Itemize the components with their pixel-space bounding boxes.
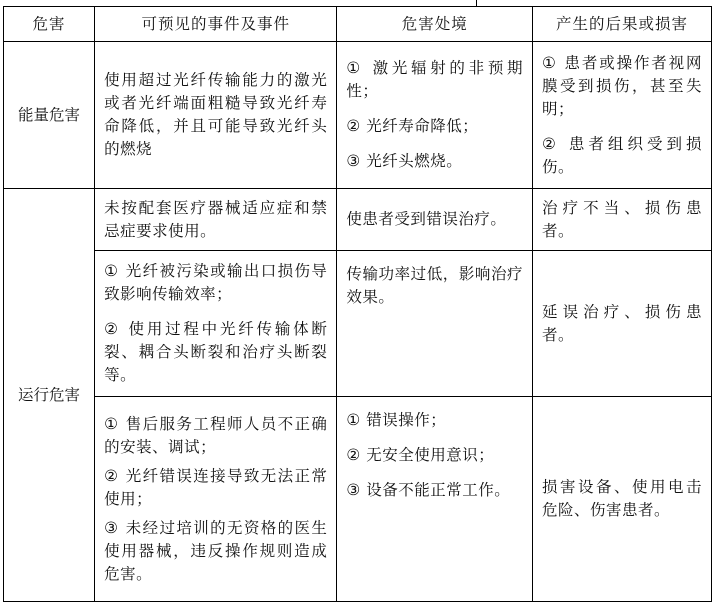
header-hazard: 危害 [4, 7, 95, 42]
consequence-text: 延误治疗、损伤患者。 [542, 302, 702, 344]
situation-text: ② 光纤寿命降低； [346, 117, 479, 135]
consequence-cell [533, 251, 712, 397]
header-event: 可预见的事件及事件 [95, 7, 337, 42]
event-cell [95, 189, 337, 251]
event-text: ② 使用过程中光纤传输体断裂、耦合头断裂和治疗头断裂等。 [104, 320, 328, 384]
situation-cell [337, 42, 533, 189]
consequence-cell [533, 42, 712, 189]
event-text: ① 售后服务工程师人员不正确的安装、调试； [104, 414, 328, 456]
situation-text: ① 激光辐射的非预期性； [346, 59, 524, 100]
event-cell [95, 251, 337, 397]
event-text: ② 光纤错误连接导致无法正常使用； [104, 466, 328, 508]
consequence-cell [533, 189, 712, 251]
header-consequence: 产生的后果或损害 [533, 7, 712, 42]
event-text: 使用超过光纤传输能力的激光或者光纤端面粗糙导致光纤寿命降低，并且可能导致光纤头的燃烧 [104, 71, 328, 158]
event-text: ① 光纤被污染或输出口损伤导致影响传输效率； [104, 262, 328, 303]
consequence-text: 治疗不当、损伤患者。 [542, 198, 702, 240]
header-row [4, 7, 712, 42]
situation-text: ③ 光纤头燃烧。 [346, 152, 463, 170]
consequence-cell [533, 397, 712, 602]
consequence-text: ① 患者或操作者视网膜受到损伤，甚至失明； [542, 53, 702, 118]
hazard-analysis-table [3, 6, 712, 602]
table-row [4, 189, 712, 251]
event-cell [95, 42, 337, 189]
category-operation: 运行危害 [4, 189, 95, 602]
event-text: ③ 未经过培训的无资格的医生使用器械，违反操作规则造成危害。 [104, 518, 328, 583]
consequence-text: 损害设备、使用电击危险、伤害患者。 [542, 478, 702, 519]
situation-text: ② 无安全使用意识； [346, 446, 495, 464]
header-situation: 危害处境 [337, 7, 533, 42]
situation-text: 传输功率过低，影响治疗效果。 [346, 265, 524, 306]
event-text: 未按配套医疗器械适应症和禁忌症要求使用。 [104, 198, 328, 240]
situation-cell [337, 251, 533, 397]
consequence-text: ② 患者组织受到损伤。 [542, 134, 702, 176]
event-cell [95, 397, 337, 602]
situation-cell [337, 189, 533, 251]
situation-cell [337, 397, 533, 602]
situation-text: ① 错误操作； [346, 411, 447, 429]
table-row [4, 42, 712, 189]
table-row [4, 397, 712, 602]
situation-text: ③ 设备不能正常工作。 [346, 481, 511, 499]
table-row [4, 251, 712, 397]
situation-text: 使患者受到错误治疗。 [346, 210, 507, 228]
category-energy: 能量危害 [4, 42, 95, 189]
